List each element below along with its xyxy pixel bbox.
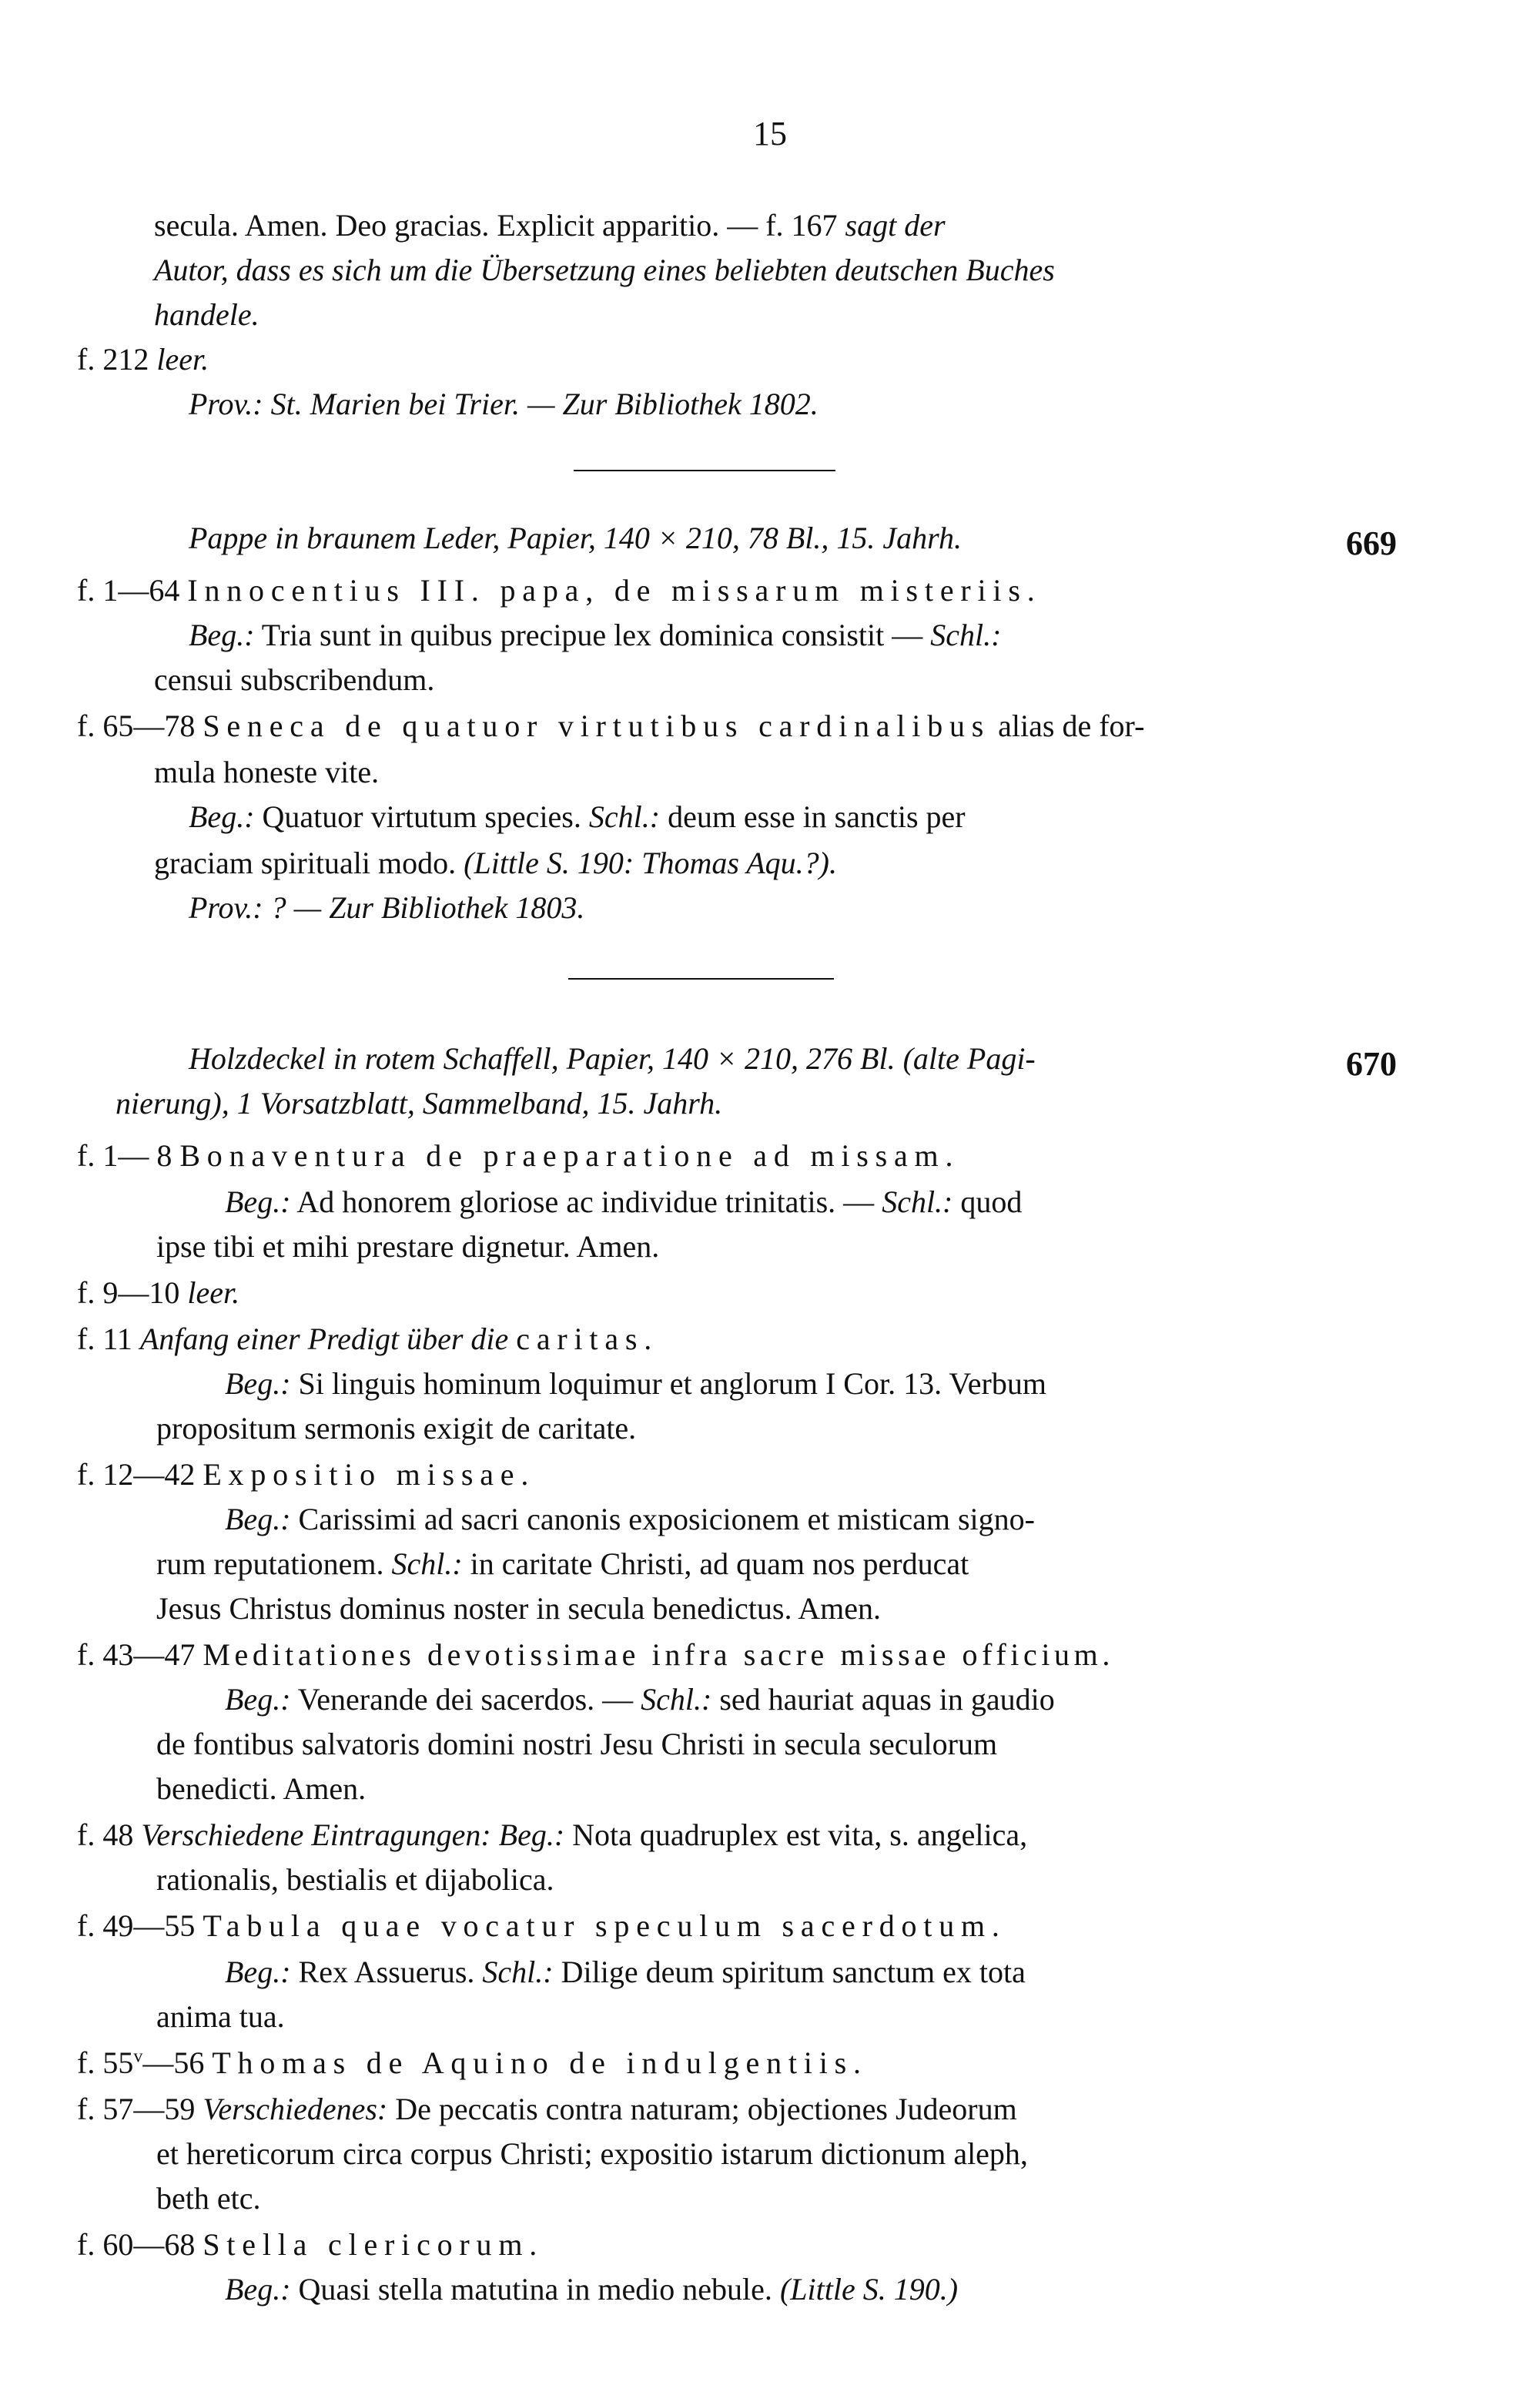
folio-label: f. 1—64 <box>77 573 180 608</box>
beg-label: Beg.: <box>225 1955 291 1989</box>
folio-label: f. 49—55 <box>77 1908 196 1943</box>
entry-line <box>225 1955 1026 1990</box>
work-title: Meditationes devotissimae infra sacre missae officium. <box>203 1637 1114 1672</box>
entry-line: propositum sermonis exigit de caritate. <box>156 1411 637 1446</box>
work-title: Thomas de Aquino de indulgentiis. <box>212 2045 868 2080</box>
manuscript-number: 669 <box>1346 524 1397 562</box>
separator-rule <box>574 470 835 471</box>
folio-label: f. 9—10 <box>77 1275 180 1310</box>
entry-line <box>77 2045 868 2081</box>
manuscript-heading: Pappe in braunem Leder, Papier, 140 × 210, 78 Bl., 15. Jahrh. <box>189 521 962 555</box>
entry-line: anima tua. <box>156 1999 285 2034</box>
schl-label: Schl.: <box>588 799 661 834</box>
separator-rule <box>568 978 834 980</box>
entry-line <box>77 1637 1114 1673</box>
text-line <box>154 208 946 243</box>
entry-line: de fontibus salvatoris domini nostri Jesu Christi in secula seculorum <box>156 1727 998 1761</box>
italic-span: leer. <box>187 1275 240 1310</box>
entry-line <box>156 1546 969 1582</box>
folio-label: f. 11 <box>77 1322 132 1356</box>
schl-label: Schl.: <box>391 1546 463 1581</box>
entry-line <box>225 2272 958 2307</box>
beg-label: Beg.: <box>498 1817 565 1852</box>
folio-label: f. 57—59 <box>77 2092 196 2126</box>
provenance-line: Prov.: St. Marien bei Trier. — Zur Bibliothek 1802. <box>189 387 819 421</box>
text-line <box>77 342 209 377</box>
schl-label: Schl.: <box>882 1184 953 1219</box>
entry-line <box>225 1184 1022 1220</box>
text-span: Si linguis hominum loquimur et anglorum I Cor. 13. Verbum <box>298 1366 1046 1401</box>
folio-label: f. 12—42 <box>77 1457 196 1492</box>
text-span: Quatuor virtutum species. <box>262 799 581 834</box>
work-title: Expositio missae. <box>203 1457 536 1492</box>
manuscript-number: 670 <box>1346 1045 1397 1083</box>
entry-line <box>189 799 966 835</box>
entry-line: Jesus Christus dominus noster in secula benedictus. Amen. <box>156 1591 882 1626</box>
entry-line <box>77 573 1042 608</box>
text-span: in caritate Christi, ad quam nos perducat <box>470 1546 969 1581</box>
folio-label: f. 1— 8 <box>77 1138 172 1173</box>
entry-line <box>225 1366 1046 1402</box>
text-span: graciam spirituali modo. <box>154 846 457 880</box>
entry-line <box>77 2227 544 2263</box>
work-title: Bonaventura de praeparatione ad missam. <box>179 1138 960 1173</box>
beg-label: Beg.: <box>225 1184 291 1219</box>
entry-line <box>225 1502 1035 1537</box>
beg-label: Beg.: <box>189 799 255 834</box>
work-title: Innocentius III. papa, de missarum misteriis. <box>187 573 1042 608</box>
beg-label: Beg.: <box>225 1366 291 1401</box>
text-span: Nota quadruplex est vita, s. angelica, <box>572 1817 1028 1852</box>
schl-label: Schl.: <box>641 1682 712 1717</box>
entry-line: censui subscribendum. <box>154 662 435 697</box>
entry-line: benedicti. Amen. <box>156 1771 367 1806</box>
italic-span: Verschiedenes: <box>203 2092 388 2126</box>
entry-line <box>77 1275 239 1311</box>
manuscript-heading: Holzdeckel in rotem Schaffell, Papier, 140 × 210, 276 Bl. (alte Pagi- <box>189 1041 1036 1076</box>
provenance-line: Prov.: ? — Zur Bibliothek 1803. <box>189 890 585 925</box>
folio-label: f. 60—68 <box>77 2227 196 2262</box>
work-title: Stella clericorum. <box>203 2227 544 2262</box>
folio-label: f. 212 <box>77 342 149 377</box>
text-span: Quasi stella matutina in medio nebule. <box>298 2272 772 2307</box>
work-title: Seneca de quatuor virtutibus cardinalibus <box>203 709 991 743</box>
text-span: De peccatis contra naturam; objectiones Judeorum <box>395 2092 1017 2126</box>
beg-label: Beg.: <box>225 1502 291 1536</box>
text-span: Carissimi ad sacri canonis exposicionem et misticam signo- <box>298 1502 1035 1536</box>
text-span: Tria sunt in quibus precipue lex dominica consistit — <box>261 618 923 652</box>
italic-span: Anfang einer Predigt über die <box>139 1322 509 1356</box>
text-span: Dilige deum spiritum sanctum ex tota <box>561 1955 1026 1989</box>
entry-line <box>77 1908 1006 1944</box>
entry-line <box>77 1457 535 1492</box>
text-span: Rex Assuerus. <box>298 1955 475 1989</box>
entry-line <box>77 1817 1027 1853</box>
italic-span: leer. <box>156 342 209 377</box>
folio-label: f. 43—47 <box>77 1637 196 1672</box>
work-title: caritas. <box>516 1322 659 1356</box>
text-span: rum reputationem. <box>156 1546 384 1581</box>
entry-line: rationalis, bestialis et dijabolica. <box>156 1862 554 1897</box>
verso-mark: v <box>133 2046 143 2067</box>
entry-line: mula honeste vite. <box>154 755 380 789</box>
beg-label: Beg.: <box>225 1682 291 1717</box>
italic-span: Verschiedene Eintragungen: <box>141 1817 491 1852</box>
entry-line <box>225 1682 1055 1717</box>
work-title: Tabula quae vocatur speculum sacerdotum. <box>203 1908 1006 1943</box>
text-line: Autor, dass es sich um die Übersetzung eines beliebten deutschen Buches <box>154 253 1055 287</box>
page-number: 15 <box>753 115 787 152</box>
folio-label <box>77 2045 204 2080</box>
entry-line <box>77 709 1144 744</box>
italic-span: sagt der <box>845 208 946 243</box>
text-span: Venerande dei sacerdos. — <box>297 1682 634 1717</box>
folio-label: f. 65—78 <box>77 709 196 743</box>
entry-line <box>189 618 1001 653</box>
entry-line: et hereticorum circa corpus Christi; expositio istarum dictionum aleph, <box>156 2136 1028 2171</box>
beg-label: Beg.: <box>225 2272 291 2307</box>
text-span: sed hauriat aquas in gaudio <box>719 1682 1055 1717</box>
text-span: secula. Amen. Deo gracias. Explicit apparitio. — f. 167 <box>154 208 838 243</box>
folio-label: f. 48 <box>77 1817 134 1852</box>
text-line: handele. <box>154 297 259 332</box>
text-span: Ad honorem gloriose ac individue trinitatis. — <box>296 1184 875 1219</box>
entry-line <box>77 2092 1017 2127</box>
entry-line <box>154 846 837 881</box>
manuscript-heading: nierung), 1 Vorsatzblatt, Sammelband, 15. Jahrh. <box>116 1086 723 1121</box>
entry-line: ipse tibi et mihi prestare dignetur. Amen. <box>156 1229 660 1264</box>
folio-range: —56 <box>142 2045 205 2080</box>
entry-line <box>77 1138 959 1174</box>
entry-line <box>77 1322 658 1357</box>
beg-label: Beg.: <box>189 618 255 652</box>
text-span: deum esse in sanctis per <box>668 799 966 834</box>
schl-label: Schl.: <box>930 618 1002 652</box>
reference-span: (Little S. 190: Thomas Aqu.?). <box>464 846 837 880</box>
text-span: alias de for- <box>998 709 1145 743</box>
text-span: quod <box>960 1184 1023 1219</box>
reference-span: (Little S. 190.) <box>779 2272 959 2307</box>
folio-number: f. 55 <box>77 2045 134 2080</box>
entry-line: beth etc. <box>156 2181 261 2216</box>
schl-label: Schl.: <box>482 1955 554 1989</box>
